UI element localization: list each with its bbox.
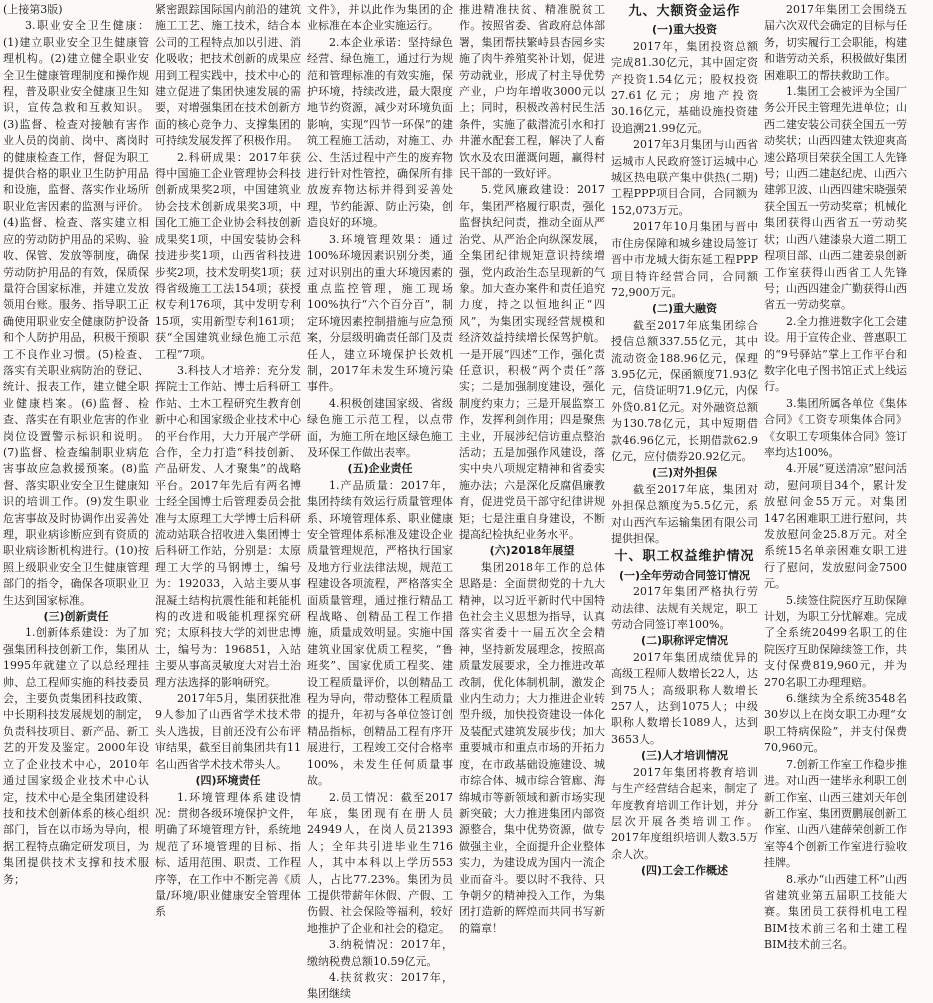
paragraph: 2017年集团成绩优异的高级工程师人数增长22人，达到75人；高级职称人数增长257人，达到1075人；中级职称人数增长1089人，达到3653人。 [611, 650, 758, 746]
paragraph: 8.承办“山西建工杯”山西省建筑业第五届职工技能大赛。集团员工获得机电工程BIM技术前三名和土建工程BIM技术前三名。 [764, 872, 907, 952]
paragraph: 2017年10月集团与晋中市住房保障和城乡建设局签订晋中市龙城大街东延工程PPP项目特许经营合同，合同额72,900万元。 [611, 220, 758, 299]
paragraph: 3.环境管理效果：通过100%环境因素识别分类，通过对识别出的重大环境因素的重点监控管理，施工现场100%执行“六个百分百”，制定环境因素控制措施与应急预案，分层级明确责任部门及责任人，建立环境保护长效机制，2017年未发生环境污染事件。 [307, 232, 453, 394]
paragraph: 5.党风廉政建设：2017年，集团严格履行职责，强化监督执纪问责，推动全面从严治党、从严治企向纵深发展，全集团纪律规矩意识持续增强，党内政治生态呈现新的气象。加大查办案件和责任追究力度，持之以恒地纠正“四风”，为集团实现经营规模和经济效益持续增长保驾护航。一是开展“四述”工作，强化责任意识，积极“两个责任”落实；二是加强制度建设，强化制度约束力；三是开展监察工作，发挥利剑作用；四是聚焦主业，开展涉纪信访重点整治活动；五是加强作风建设，落实中央八项规定精神和省委实施办法；六是深化反腐倡廉教育，促进党员干部守纪律讲规矩；七是注重自身建设，不断提高纪检执纪业务水平。 [459, 183, 605, 541]
paragraph: 4.扶贫救灾：2017年，集团继续 [307, 970, 453, 1001]
paragraph: 紧密跟踪国际国内前沿的建筑施工工艺、施工技术，结合本公司的工程特点加以引进、消化吸收；把技术创新的成果应用到工程实践中，技术中心的建立促进了集团快速发展的需要，对增强集团在技术创新方面的核心竞争力、支撑集团的可持续发展发挥了积极作用。 [155, 3, 301, 148]
column-4 [459, 2, 605, 935]
paragraph: 7.创新工作室工作稳步推进。对山西一建毕永利职工创新工作室、山西三建刘天年创新工作室、集团贾鹏展创新工作室、山西八建薛荣创新工作室等4个创新工作室进行验收挂牌。 [764, 757, 907, 870]
paragraph: 1.创新体系建设：为了加强集团科技创新工作，集团从1995年就建立了以总经理挂帅、总工程师实施的科技委员会，主要负责集团科技政策、中长期科技发展规划的制定，负责科技项目、新产品、新工艺的开发及鉴定。2000年设立了企业技术中心，2010年通过国家级企业技术中心认定，技术中心是全集团建设科技和技术创新体系的核心组织部门，旨在以市场为导向，根据工程特点确定研发项目，为集团提供技术支撑和技术服务； [3, 626, 149, 886]
paragraph: 1.产品质量：2017年，集团持续有效运行质量管理体系、环境管理体系、职业健康安全管理体系标准及建设企业质量管理规范，严格执行国家及地方行业法律法规，规范工程建设各项流程，严格落实全面质量管理，通过推行精品工程战略、创精品工程工作措施，质量成效明显。实施中国建筑业国家优质工程奖，“鲁班奖”、国家优质工程奖、建设工程质量评价，以创精品工程为导向，带动整体工程质量的提升，年初与各单位签订创精品指标，创精品工程有序开展进行，工程竣工交付合格率100%，未发生任何质量事故。 [307, 478, 453, 788]
paragraph: 4.开展“夏送清凉”慰问活动，慰问项目34个，累计发放慰问金55万元。对集团147名困难职工进行慰问，共发放慰问金25.8万元。对全系统15名单亲困难女职工进行了慰问，发放慰问金7500元。 [764, 462, 907, 591]
subsection-heading: (一)全年劳动合同签订情况 [618, 568, 751, 582]
paragraph: 推进精准扶贫、精准脱贫工作。按照省委、省政府总体部署，集团帮扶繁峙县杏园乡实施了肉牛养殖奖补计划，促进劳动就业，形成了村主导优势产业，户均年增收3000元以上；同时，积极改善村民生活条件，实施了截潜流引水和打井灌水配套工程，解决了人畜饮水及农田灌溉问题，赢得村民干部的一致好评。 [459, 3, 605, 181]
subsection-heading: (六)2018年展望 [489, 544, 575, 558]
paragraph: 1.集团工会被评为全国厂务公开民主管理先进单位；山西二建安装公司获全国五一劳动奖状；山西四建太铁迎爽高速公路项目荣获全国工人先锋号；山西二建赵纪虎、山西六建郭卫波、山西四建宋晓强荣获全国五一劳动奖章；机械化集团获得山西省五一劳动奖状；山西八建漆泉大道二期工程项目部、山西二建姜泉创新工作室获得山西省工人先锋号；山西四建金广勤获得山西省五一劳动奖章。 [764, 85, 907, 312]
paragraph: 截至2017年底集团综合授信总额337.55亿元，其中流动资金188.96亿元，保理3.95亿元，保函额度71.93亿元，信贷证明71.9亿元，内保外贷0.81亿元。对外融资总额为130.78亿元，其中短期借款46.96亿元，长期借款62.9亿元，应付债券20.92亿元。 [611, 318, 758, 463]
column-3 [307, 2, 453, 1001]
paragraph: 3.科技人才培养：充分发挥院士工作站、博士后科研工作站、土木工程研究生教育创新中心和国家级企业技术中心的平台作用，大力开展产学研合作，全力打造“科技创新、产品研发、人才聚集”的战略平台。2017年先后有两名博士经全国博士后管理委员会批准与太原理工大学博士后科研流动站联合招收进入集团博士后科研工作站，分别是：太原理工大学的马钢博士，编号为：192033，入站主要从事混凝土结构抗震性能和耗能机构的改进和吸能机理探究研究；太原科技大学的刘世忠博士，编号为：196851，入站主要从事高灵敏度大对岩土治理方法选择的影响研究。 [155, 363, 301, 689]
subsection-heading: (一)重大投资 [651, 23, 718, 37]
column-5 [611, 2, 758, 878]
paragraph: 2017年集团将教育培训与生产经营结合起来，制定了年度教育培训工作计划，并分层次开展各类培训工作。2017年度组织培训人数3.5万余人次。 [611, 765, 758, 861]
paragraph: 2017年5月，集团获批准9人参加了山西省学术技术带头人选拔，目前还没有公布评审结果，截至目前集团共有11名山西省学术技术带头人。 [155, 692, 301, 771]
paragraph: (上接第3版) [3, 3, 63, 16]
paragraph: 2017年集团工会围绕五届六次双代会确定的目标与任务，切实履行工会职能，构建和谐劳动关系，积极做好集团困难职工的帮扶救助工作。 [764, 3, 907, 82]
column-container [3, 2, 930, 1001]
subsection-heading: (三)人才培训情况 [640, 749, 729, 763]
paragraph: 文件》，并以此作为集团的企业标准在本企业实施运行。 [307, 3, 453, 33]
paragraph: 2.全力推进数字化工会建设。用于宣传企业、普惠职工的“9号驿站”掌上工作平台和数字化电子图书馆正式上线运行。 [764, 314, 907, 394]
paragraph: 3.职业安全卫生健康：(1)建立职业安全卫生健康管理机构。(2)建立健全职业安全卫生健康管理制度和操作规程，普及职业安全健康卫生知识，宣传急救和互救知识。(3)监督、检查对接触有害作业人员的岗前、岗中、离岗时的健康检查工作，督促为职工提供合格的职业卫生防护用品和设施，监督、落实作业场所职业危害因素的监测与评价。(4)监督、检查、落实建立相应的劳动防护用品的采购、验收、保管、发放等制度，确保劳动防护用品的有效，保质保量符合国家标准，并建立发放领用台账。服务、指导职工正确使用职业安全健康防护设备和个人防护用品，积极干预职工不良作业习惯。(5)检查、落实有关职业病防治的登记、统计、报表工作，建立健全职业健康档案。(6)监督、检查、落实在有职业危害的作业岗位设置警示标识和说明。(7)监督、检查编制职业病危害事故应急救援预案。(8)监督、落实职业安全卫生健康知识的培训工作。(9)发生职业危害事故及时协调作出妥善处理，职业病诊断应到有资质的职业病诊断机构进行。(10)按照上级职业安全卫生健康管理部门的指令，确保各项职业卫生达到国家标准。 [3, 19, 149, 607]
paragraph: 2.本企业承诺：坚持绿色经营、绿色施工，通过行为规范和管理标准的有效实施，保护环境，持续改进，最大限度地节约资源，减少对环境负面影响，实现“四节一环保”的建筑工程施工活动，对施工、办公、生活过程中产生的废弃物进行针对性管控，确保所有排放废弃物达标并得到妥善处理，节约能源、防止污染，创造良好的环境。 [307, 35, 453, 230]
subsection-heading: (四)环境责任 [195, 774, 261, 788]
paragraph: 2017年，集团投资总额完成81.30亿元，其中固定资产投资1.54亿元；股权投资27.61亿元；房地产投资30.16亿元，基础设施投资建设追溯21.99亿元。 [611, 39, 758, 135]
subsection-heading: (二)重大融资 [651, 302, 718, 316]
subsection-heading: (四)工会工作概述 [640, 864, 729, 878]
paragraph: 6.继续为全系统3548名30岁以上在岗女职工办理“女职工特病保险”，并支付保费70,960元。 [764, 692, 907, 755]
subsection-heading: (二)职称评定情况 [640, 634, 729, 648]
subsection-heading: (五)企业责任 [347, 462, 413, 476]
subsection-heading: (三)对外担保 [651, 466, 718, 480]
column-1 [3, 2, 149, 886]
paragraph: 截至2017年底，集团对外担保总额度为5.5亿元，系对山西汽车运输集团有限公司提供担保。 [611, 482, 758, 545]
paragraph: 2017年3月集团与山西省运城市人民政府签订运城中心城区热电联产集中供热(二期)工程PPP项目合同，合同额为152,073万元。 [611, 138, 758, 217]
section-heading: 九、大额资金运作 [628, 4, 741, 19]
paragraph: 1.环境管理体系建设情况：贯彻各级环境保护文件，明确了环境管理方针，系统地规范了环境管理的目标、指标、适用范围、职责、工作程序等，在工作中不断完善《质量/环境/职业健康安全管理体系 [155, 790, 301, 919]
paragraph: 集团2018年工作的总体思路是：全面贯彻党的十九大精神，以习近平新时代中国特色社会主义思想为指导，认真落实省委十一届五次全会精神，坚持新发展理念，按照高质量发展要求，全力推进改革改制，优化体制机制，激发企业内生动力；大力推进企业转型升级，加快投资建设一体化及装配式建筑发展步伐；加大重要城市和重点市场的开拓力度，在市政基础设施建设、城市综合体、城市综合管廊、海绵城市等新领域和新市场实现新突破；大力推进集团内部资源整合，集中优势资源，做专做强主业，全面提升企业整体实力，为建设成为国内一流企业而奋斗。要以时不我待、只争朝夕的精神投入工作，为集团打造新的辉煌而共同书写新的篇章！ [459, 560, 605, 935]
subsection-heading: (三)创新责任 [43, 610, 109, 624]
paragraph: 2017年集团严格执行劳动法律、法规有关规定，职工劳动合同签订率100%。 [611, 585, 758, 632]
column-2 [155, 2, 301, 919]
paragraph: 3.纳税情况：2017年，缴纳税费总额10.59亿元。 [307, 938, 453, 968]
paragraph: 2.科研成果：2017年获得中国施工企业管理协会科技创新成果奖2项，中国建筑业协会技术创新成果奖3项，中国化工施工企业协会科技创新成果奖1项，中国安装协会科技进步奖1项，山西省科技进步奖2项，技术发明奖1项；获得省级施工工法154项；获授权专利176项，其中发明专利15项，实用新型专利161项；获“全国建筑业绿色施工示范工程”7项。 [155, 150, 301, 361]
section-heading: 十、职工权益维护情况 [614, 549, 755, 565]
paragraph: 4.积极创建国家级、省级绿色施工示范工程，以点带面，为施工所在地区绿色施工及环保工作做出表率。 [307, 396, 453, 459]
paragraph: 3.集团所属各单位《集体合同》《工资专项集体合同》《女职工专项集体合同》签订率均达100%。 [764, 396, 907, 459]
paragraph: 5.续签住院医疗互助保障计划，为职工分忧解难。完成了全系统20499名职工的住院医疗互助保障续签工作，共支付保费819,960元，并为270名职工办理理赔。 [764, 593, 907, 689]
paragraph: 2.员工情况：截至2017年底，集团现有在册人员24949人，在岗人员21393人；全年共引进毕业生716人，其中本科以上学历553人，占比77.23%。集团为员工提供带薪年休假、产假、工伤假、社会保险等福利，较好地推护了企业和社会的稳定。 [307, 790, 453, 935]
column-6 [764, 2, 907, 952]
